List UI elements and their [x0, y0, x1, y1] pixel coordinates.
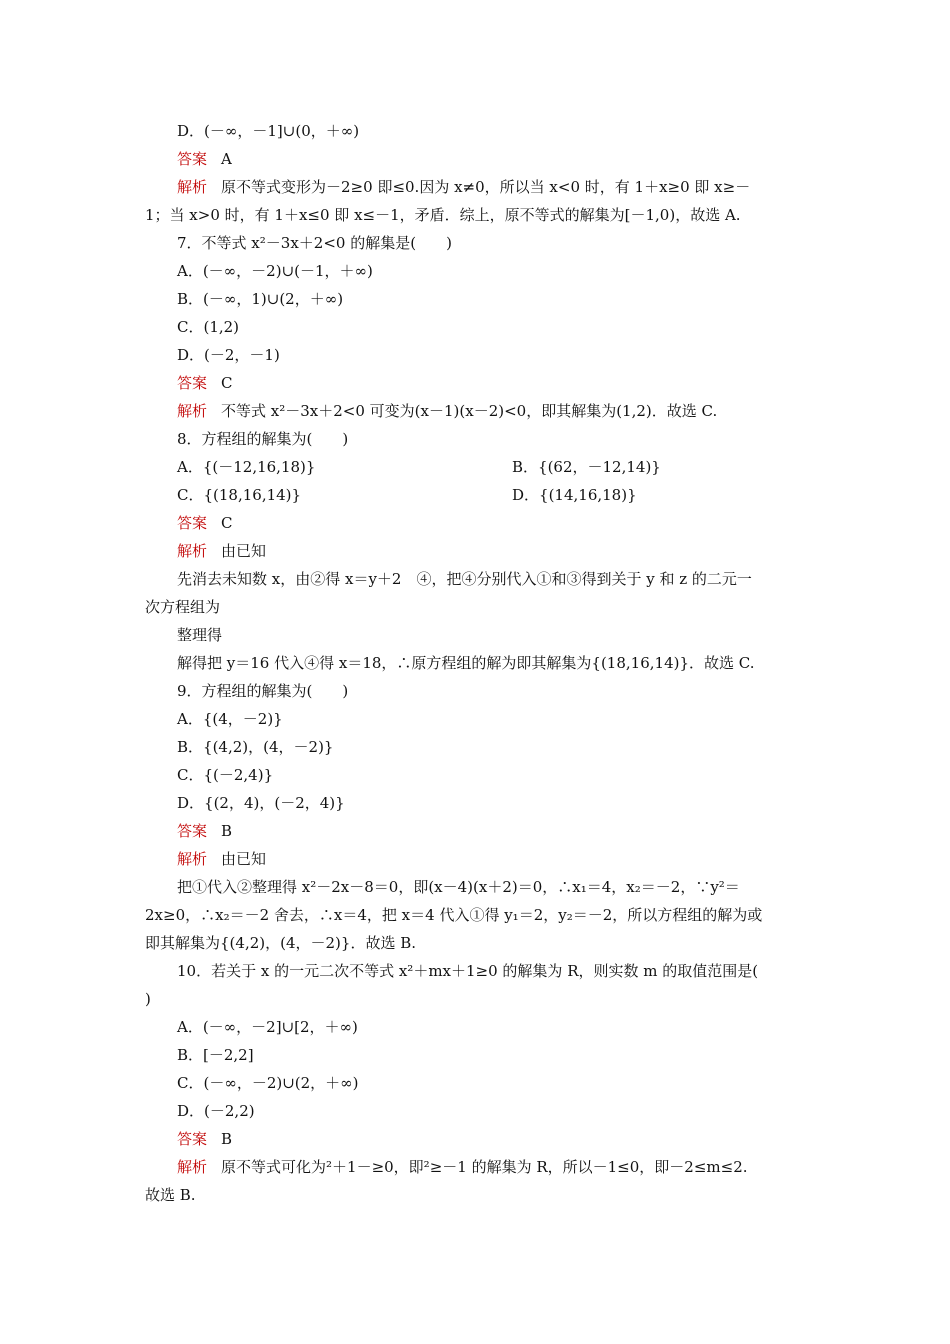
analysis-label: 解析	[177, 542, 208, 560]
q9-analysis-line3: 2x≥0，∴x₂＝－2 舍去，∴x＝4，把 x＝4 代入①得 y₁＝2，y₂＝－2，所以方程组的解为或	[145, 906, 763, 924]
q7-option-d: D．(－2，－1)	[177, 346, 280, 364]
q10-analysis: 解析 原不等式可化为²＋1－≥0，即²≥－1 的解集为 R，所以－1≤0，即－2≤m≤2.	[177, 1158, 748, 1176]
q8-option-b: B．{(62，－12,14)}	[512, 458, 661, 476]
q6-option-d: D．(－∞，－1]∪(0，＋∞)	[177, 122, 360, 140]
answer-label: 答案	[177, 374, 208, 392]
q8-option-d: D．{(14,16,18)}	[512, 486, 637, 504]
q9-option-c: C．{(－2,4)}	[177, 766, 274, 784]
q9-stem: 9．方程组的解集为( )	[177, 682, 349, 700]
q8-option-c: C．{(18,16,14)}	[177, 486, 302, 504]
q6-analysis: 解析 原不等式变形为－2≥0 即≤0.因为 x≠0，所以当 x<0 时，有 1＋x≥0 即 x≥－	[177, 178, 751, 196]
q6-analysis-cont: 1；当 x>0 时，有 1＋x≤0 即 x≤－1，矛盾．综上，原不等式的解集为[－1,0)，故选 A.	[145, 206, 741, 224]
answer-label: 答案	[177, 514, 208, 532]
analysis-label: 解析	[177, 402, 208, 420]
q7-option-a: A．(－∞，－2)∪(－1，＋∞)	[177, 262, 373, 280]
q10-option-d: D．(－2,2)	[177, 1102, 255, 1120]
answer-label: 答案	[177, 150, 208, 168]
q10-option-b: B．[－2,2]	[177, 1046, 254, 1064]
answer-label: 答案	[177, 822, 208, 840]
answer-label: 答案	[177, 1130, 208, 1148]
q10-stem-cont: )	[145, 990, 151, 1008]
q10-answer: 答案 B	[177, 1130, 233, 1148]
q8-analysis: 解析 由已知	[177, 542, 267, 560]
q8-analysis-line4: 整理得	[177, 626, 223, 644]
q9-option-a: A．{(4，－2)}	[177, 710, 283, 728]
q10-stem: 10．若关于 x 的一元二次不等式 x²＋mx＋1≥0 的解集为 R，则实数 m 的取值范围是(	[177, 962, 759, 980]
q6-answer: 答案 A	[177, 150, 232, 168]
q7-stem: 7．不等式 x²－3x＋2<0 的解集是( )	[177, 234, 452, 252]
q10-analysis-cont: 故选 B.	[145, 1186, 196, 1204]
analysis-label: 解析	[177, 850, 208, 868]
q9-analysis-line4: 即其解集为{(4,2)，(4，－2)}．故选 B.	[145, 934, 416, 952]
q8-analysis-line5: 解得把 y＝16 代入④得 x＝18，∴原方程组的解为即其解集为{(18,16,14)}．故选 C.	[177, 654, 755, 672]
q7-option-b: B．(－∞，1)∪(2，＋∞)	[177, 290, 344, 308]
q9-analysis: 解析 由已知	[177, 850, 267, 868]
q9-option-b: B．{(4,2)，(4，－2)}	[177, 738, 334, 756]
q7-option-c: C．(1,2)	[177, 318, 240, 336]
q8-analysis-line3: 次方程组为	[145, 598, 221, 616]
analysis-label: 解析	[177, 178, 208, 196]
q8-option-a: A．{(－12,16,18)}	[177, 458, 316, 476]
q9-option-d: D．{(2，4)，(－2，4)}	[177, 794, 345, 812]
q8-stem: 8．方程组的解集为( )	[177, 430, 349, 448]
q10-option-c: C．(－∞，－2)∪(2，＋∞)	[177, 1074, 359, 1092]
q10-option-a: A．(－∞，－2]∪[2，＋∞)	[177, 1018, 358, 1036]
q7-analysis: 解析 不等式 x²－3x＋2<0 可变为(x－1)(x－2)<0，即其解集为(1,2)．故选 C.	[177, 402, 718, 420]
q8-analysis-line2: 先消去未知数 x，由②得 x＝y＋2 ④，把④分别代入①和③得到关于 y 和 z 的二元一	[177, 570, 752, 588]
q7-answer: 答案 C	[177, 374, 233, 392]
q9-analysis-line2: 把①代入②整理得 x²－2x－8＝0，即(x－4)(x＋2)＝0，∴x₁＝4，x₂＝－2，∵y²＝	[177, 878, 740, 896]
q8-answer: 答案 C	[177, 514, 233, 532]
q9-answer: 答案 B	[177, 822, 233, 840]
analysis-label: 解析	[177, 1158, 208, 1176]
